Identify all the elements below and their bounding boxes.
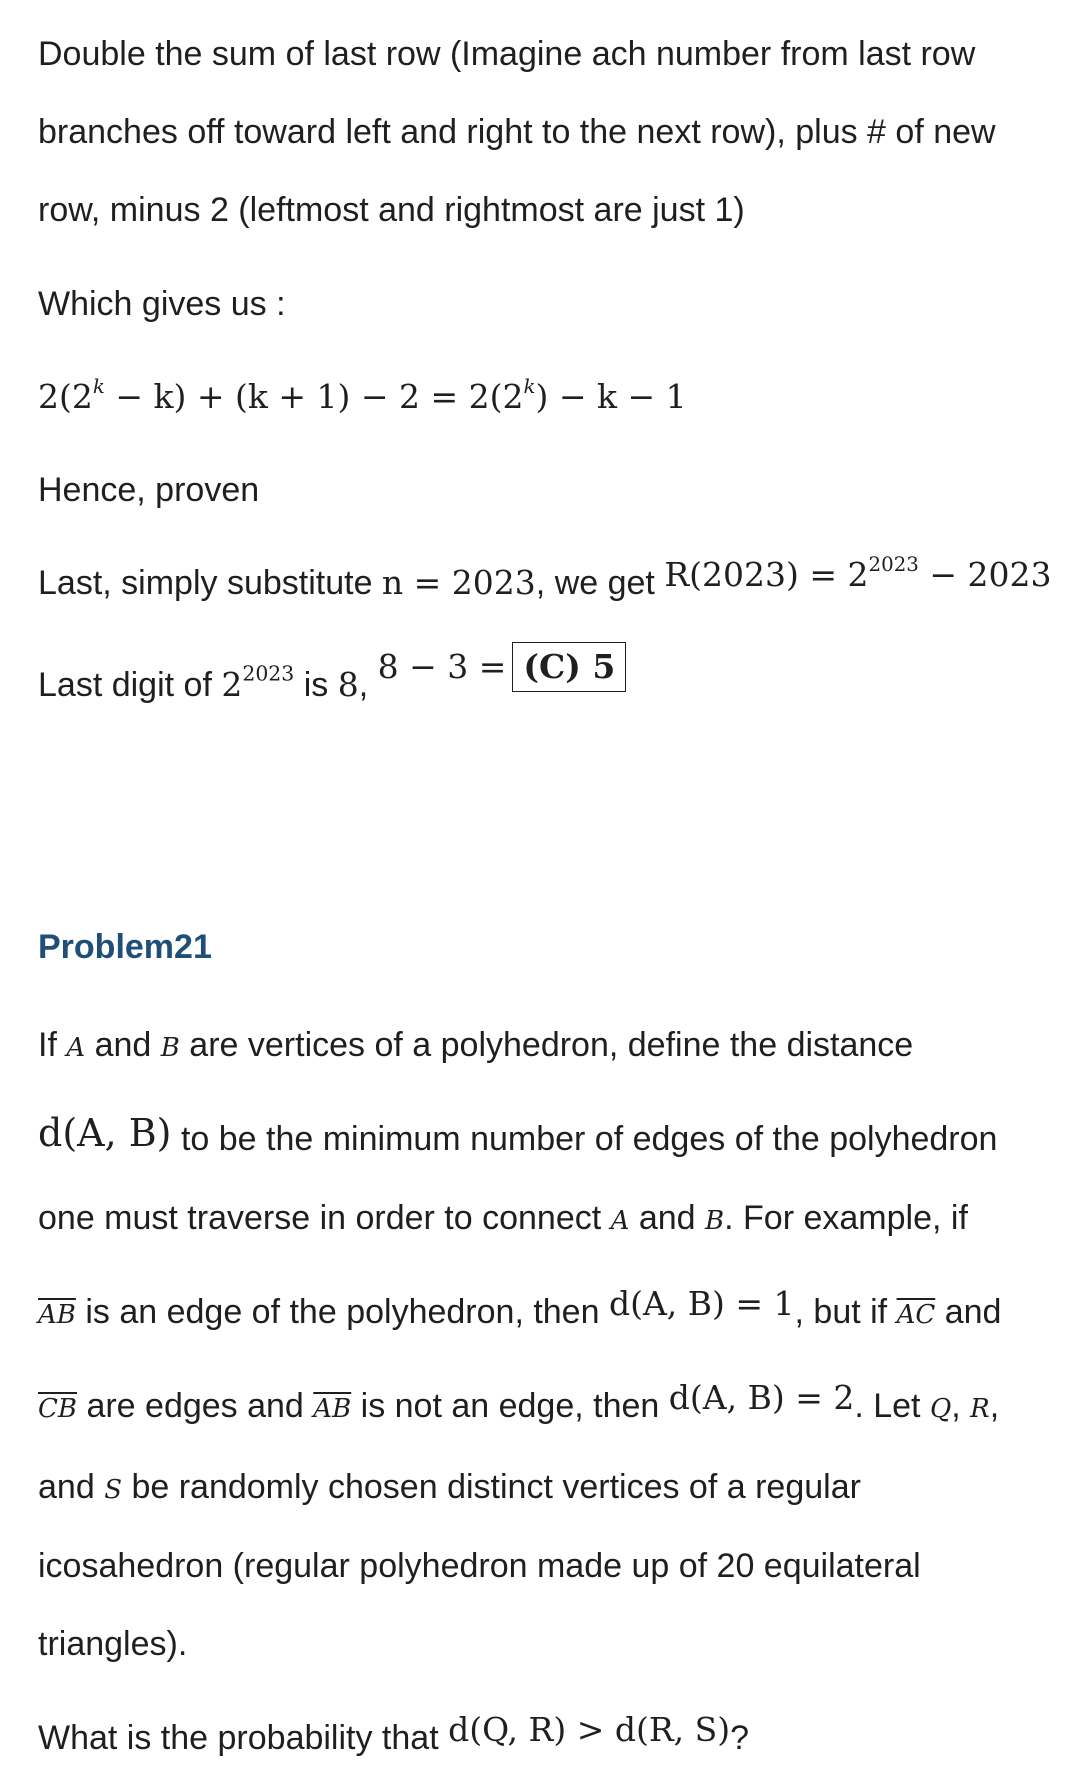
intro-line-1: Double the sum of last row (Imagine ach number from last row	[38, 35, 976, 73]
r-2023-formula: $R(2023) = 2^{2023} - 2023$	[664, 553, 1052, 594]
problem-line-4: $\overline{AB}$ is an edge of the polyhedron, then d(A, B) = 1, but if $\overline{AC}$ and	[38, 1284, 1002, 1331]
gives-us-text: Which gives us :	[38, 285, 286, 323]
answer-box: (C) 5	[512, 642, 626, 692]
last-digit-line: Last digit of $2^{2023}$ is 8, 8 − 3 = (C) 5	[38, 660, 626, 710]
problem-line-2: d(A, B) to be the minimum number of edges of the polyhedron	[38, 1111, 998, 1158]
intro-line-2: branches off toward left and right to the next row), plus # of new	[38, 113, 996, 151]
problem-line-6: and S be randomly chosen distinct vertices of a regular	[38, 1468, 861, 1506]
problem-line-1: If A and B are vertices of a polyhedron, define the distance	[38, 1026, 914, 1064]
problem-question: What is the probability that d(Q, R) > d(R, S)?	[38, 1710, 750, 1757]
hence-proven-text: Hence, proven	[38, 471, 260, 509]
substitute-line: Last, simply substitute n = 2023, we get $R(2023) = 2^{2023} - 2023$	[38, 553, 1052, 602]
problem-heading: Problem21	[38, 928, 212, 966]
problem-line-8: triangles).	[38, 1625, 188, 1663]
intro-line-3: row, minus 2 (leftmost and rightmost are just 1)	[38, 191, 745, 229]
problem-line-7: icosahedron (regular polyhedron made up of 20 equilateral	[38, 1547, 921, 1585]
recurrence-equation: $2(2^k - k) + (k + 1) - 2 = 2(2^k) - k - 1$	[38, 375, 687, 416]
problem-line-3: one must traverse in order to connect A and B. For example, if	[38, 1199, 968, 1237]
problem-line-5: $\overline{CB}$ are edges and $\overline{AB}$ is not an edge, then d(A, B) = 2. Let Q, R,	[38, 1378, 1000, 1425]
